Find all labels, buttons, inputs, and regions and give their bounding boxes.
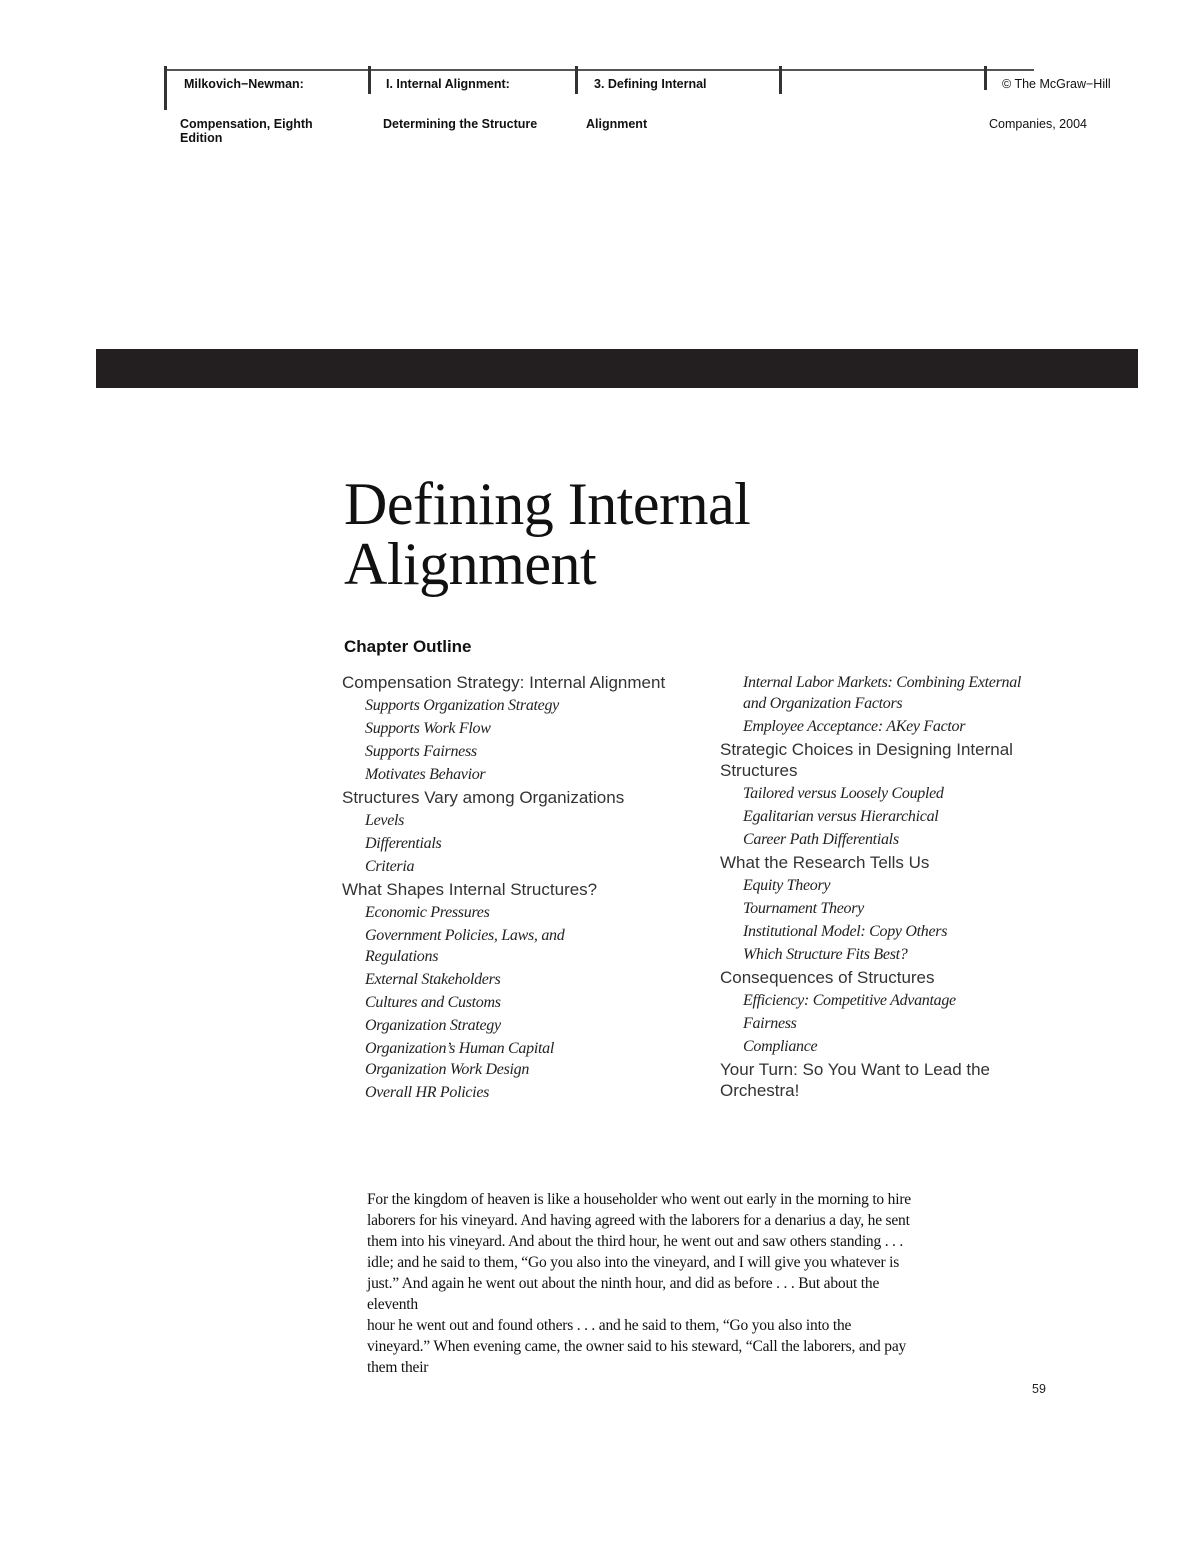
page-number: 59: [1032, 1382, 1046, 1396]
header-divider: [368, 66, 371, 94]
header-book-line1: Milkovich−Newman:: [184, 77, 304, 91]
outline-left-column: [342, 672, 672, 1105]
outline-section: Strategic Choices in Designing Internal Structures: [720, 740, 1013, 780]
header-divider: [984, 66, 987, 90]
outline-subsection: Government Policies, Laws, and Regulations: [365, 927, 565, 965]
outline-subsection: Career Path Differentials: [743, 831, 899, 848]
header-part-line2: Determining the Structure: [383, 117, 538, 131]
quote-line: idle; and he said to them, “Go you also into the vineyard, and I will give you whatever is: [367, 1254, 900, 1271]
outline-subsection: Criteria: [365, 858, 415, 875]
quote-line: For the kingdom of heaven is like a householder who went out early in the morning to hire: [367, 1191, 911, 1208]
outline-subsection: External Stakeholders: [365, 971, 501, 988]
outline-subsection: Organization Strategy: [365, 1017, 501, 1034]
outline-subsection: Internal Labor Markets: Combining External and Organization Factors: [743, 674, 1022, 712]
epigraph-quote: [367, 1189, 1007, 1378]
quote-line: eleventh: [367, 1296, 418, 1313]
outline-section: Compensation Strategy: Internal Alignment: [342, 673, 666, 692]
outline-subsection: Institutional Model: Copy Others: [743, 923, 948, 940]
outline-section: Structures Vary among Organizations: [342, 788, 625, 807]
chapter-title: [344, 471, 751, 597]
outline-subsection: Organization’s Human Capital Organization Work Design: [365, 1040, 554, 1078]
outline-subsection: Fairness: [743, 1015, 797, 1032]
outline-subsection: Motivates Behavior: [365, 766, 486, 783]
outline-subsection: Economic Pressures: [365, 904, 490, 921]
outline-section: What Shapes Internal Structures?: [342, 880, 598, 899]
header-divider: [779, 66, 782, 94]
header-copyright-line2: Companies, 2004: [989, 117, 1087, 131]
quote-line: laborers for his vineyard. And having agreed with the laborers for a denarius a day, he sent: [367, 1212, 910, 1229]
header-divider: [164, 66, 167, 110]
outline-subsection: Overall HR Policies: [365, 1084, 490, 1101]
outline-subsection: Compliance: [743, 1038, 818, 1055]
chapter-outline-heading: Chapter Outline: [344, 637, 472, 656]
outline-subsection: Employee Acceptance: AKey Factor: [743, 718, 966, 735]
quote-line: vineyard.” When evening came, the owner said to his steward, “Call the laborers, and pay: [367, 1338, 907, 1355]
quote-line: hour he went out and found others . . . and he said to them, “Go you also into the: [367, 1317, 852, 1334]
header-rule: [166, 69, 1034, 71]
outline-subsection: Which Structure Fits Best?: [743, 946, 908, 963]
outline-subsection: Supports Fairness: [365, 743, 477, 760]
outline-subsection: Supports Organization Strategy: [365, 697, 559, 714]
header-chapter-line1: 3. Defining Internal: [594, 77, 707, 91]
outline-section: What the Research Tells Us: [720, 853, 930, 872]
header-book-line2: Compensation, Eighth Edition: [180, 117, 313, 145]
outline-subsection: Tournament Theory: [743, 900, 864, 917]
header-part-line1: I. Internal Alignment:: [386, 77, 510, 91]
outline-right-column: [720, 672, 1050, 1103]
outline-subsection: Egalitarian versus Hierarchical: [743, 808, 939, 825]
header-divider: [575, 66, 578, 94]
chapter-banner: [96, 349, 1138, 388]
outline-section: Consequences of Structures: [720, 968, 935, 987]
chapter-title-line: Alignment: [344, 531, 597, 597]
outline-subsection: Tailored versus Loosely Coupled: [743, 785, 944, 802]
outline-subsection: Equity Theory: [743, 877, 831, 894]
quote-line: them into his vineyard. And about the third hour, he went out and saw others standing . . .: [367, 1233, 904, 1250]
quote-line: them their: [367, 1359, 429, 1376]
outline-subsection: Efficiency: Competitive Advantage: [743, 992, 956, 1009]
outline-section: Your Turn: So You Want to Lead the Orchestra!: [720, 1060, 990, 1100]
outline-subsection: Levels: [365, 812, 405, 829]
header-chapter-line2: Alignment: [586, 117, 648, 131]
outline-subsection: Supports Work Flow: [365, 720, 491, 737]
outline-subsection: Differentials: [365, 835, 442, 852]
chapter-title-line: Defining Internal: [344, 471, 751, 537]
header-copyright-line1: © The McGraw−Hill: [1002, 77, 1111, 91]
quote-line: just.” And again he went out about the ninth hour, and did as before . . . But about the: [367, 1275, 880, 1292]
outline-subsection: Cultures and Customs: [365, 994, 501, 1011]
